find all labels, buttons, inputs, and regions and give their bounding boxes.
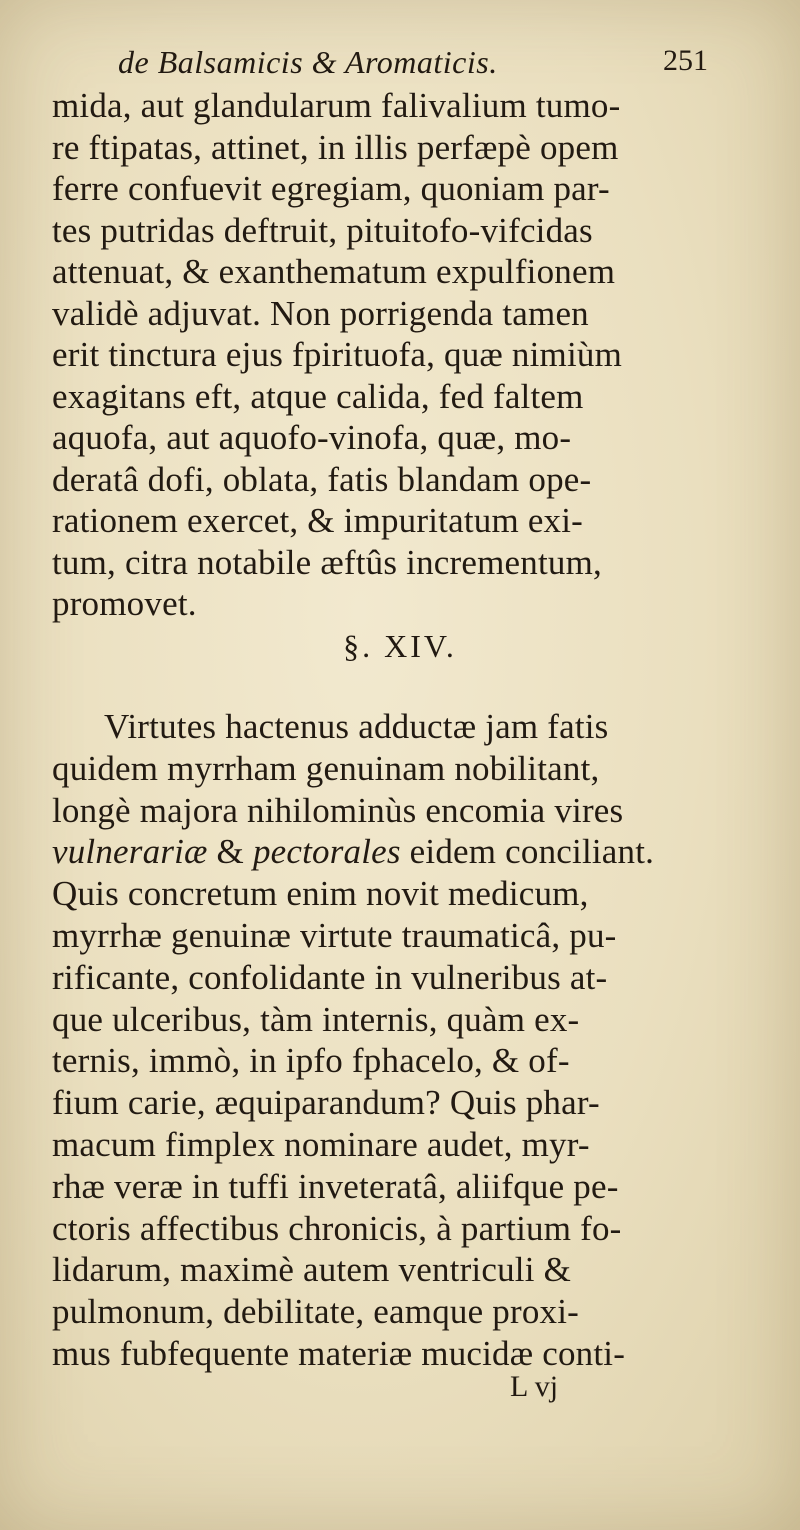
page-number: 251 — [663, 44, 708, 77]
text-line: promovet. — [52, 584, 197, 623]
text-line: ctoris affectibus chronicis, à partium fo- — [52, 1208, 622, 1248]
text-line: deratâ dofi, oblata, fatis blandam ope- — [52, 459, 592, 499]
text-line: macum fimplex nominare audet, myr- — [52, 1125, 590, 1164]
text-line: que ulceribus, tàm internis, quàm ex- — [52, 999, 580, 1039]
text-line: longè majora nihilominùs encomia vires — [52, 790, 624, 830]
running-title: de Balsamicis & Aromaticis. — [118, 44, 498, 80]
text-line: fium carie, æquiparandum? Quis phar- — [52, 1083, 600, 1123]
text-line: Virtutes hactenus adductæ jam fatis — [104, 707, 609, 746]
text-line: quidem myrrham genuinam nobilitant, — [52, 748, 600, 788]
text-line: mus fubfequente materiæ mucidæ conti- — [52, 1334, 626, 1373]
text-line: mida, aut glandularum falivalium tumo- — [52, 86, 621, 125]
text-line: rationem exercet, & impuritatum exi- — [52, 501, 584, 540]
text-line: pulmonum, debilitate, eamque proxi- — [52, 1292, 580, 1332]
text-line: erit tinctura ejus fpirituofa, quæ nimiùm — [52, 335, 623, 374]
text-line: re ftipatas, attinet, in illis perfæpè opem — [52, 127, 619, 167]
text-line: vulnerariæ & pectorales eidem conciliant. — [52, 832, 655, 872]
text-line: lidarum, maximè autem ventriculi & — [52, 1250, 572, 1290]
text-line: validè adjuvat. Non porrigenda tamen — [52, 293, 589, 333]
text-line: tes putridas deftruit, pituitofo-vifcidas — [52, 210, 593, 250]
text-line: myrrhæ genuinæ virtute traumaticâ, pu- — [52, 916, 617, 955]
signature-mark: L vj — [510, 1369, 559, 1403]
text-line: ferre confuevit egregiam, quoniam par- — [52, 169, 610, 208]
text-line: exagitans eft, atque calida, fed faltem — [52, 376, 584, 416]
text-line: attenuat, & exanthematum expulfionem — [52, 252, 616, 291]
text-line: aquofa, aut aquofo-vinofa, quæ, mo- — [52, 418, 572, 457]
text-line: rificante, confolidante in vulneribus at- — [52, 957, 608, 997]
text-line: ternis, immò, in ipfo fphacelo, & of- — [52, 1041, 570, 1081]
section-heading: §. XIV. — [343, 627, 457, 664]
text-line: rhæ veræ in tuffi inveteratâ, aliifque pe- — [52, 1166, 619, 1206]
text-line: Quis concretum enim novit medicum, — [52, 874, 589, 914]
italic-term: vulnerariæ — [52, 832, 208, 872]
running-head — [118, 40, 708, 90]
italic-term: pectorales — [252, 832, 401, 872]
text-line: tum, citra notabile æftûs incrementum, — [52, 542, 602, 582]
